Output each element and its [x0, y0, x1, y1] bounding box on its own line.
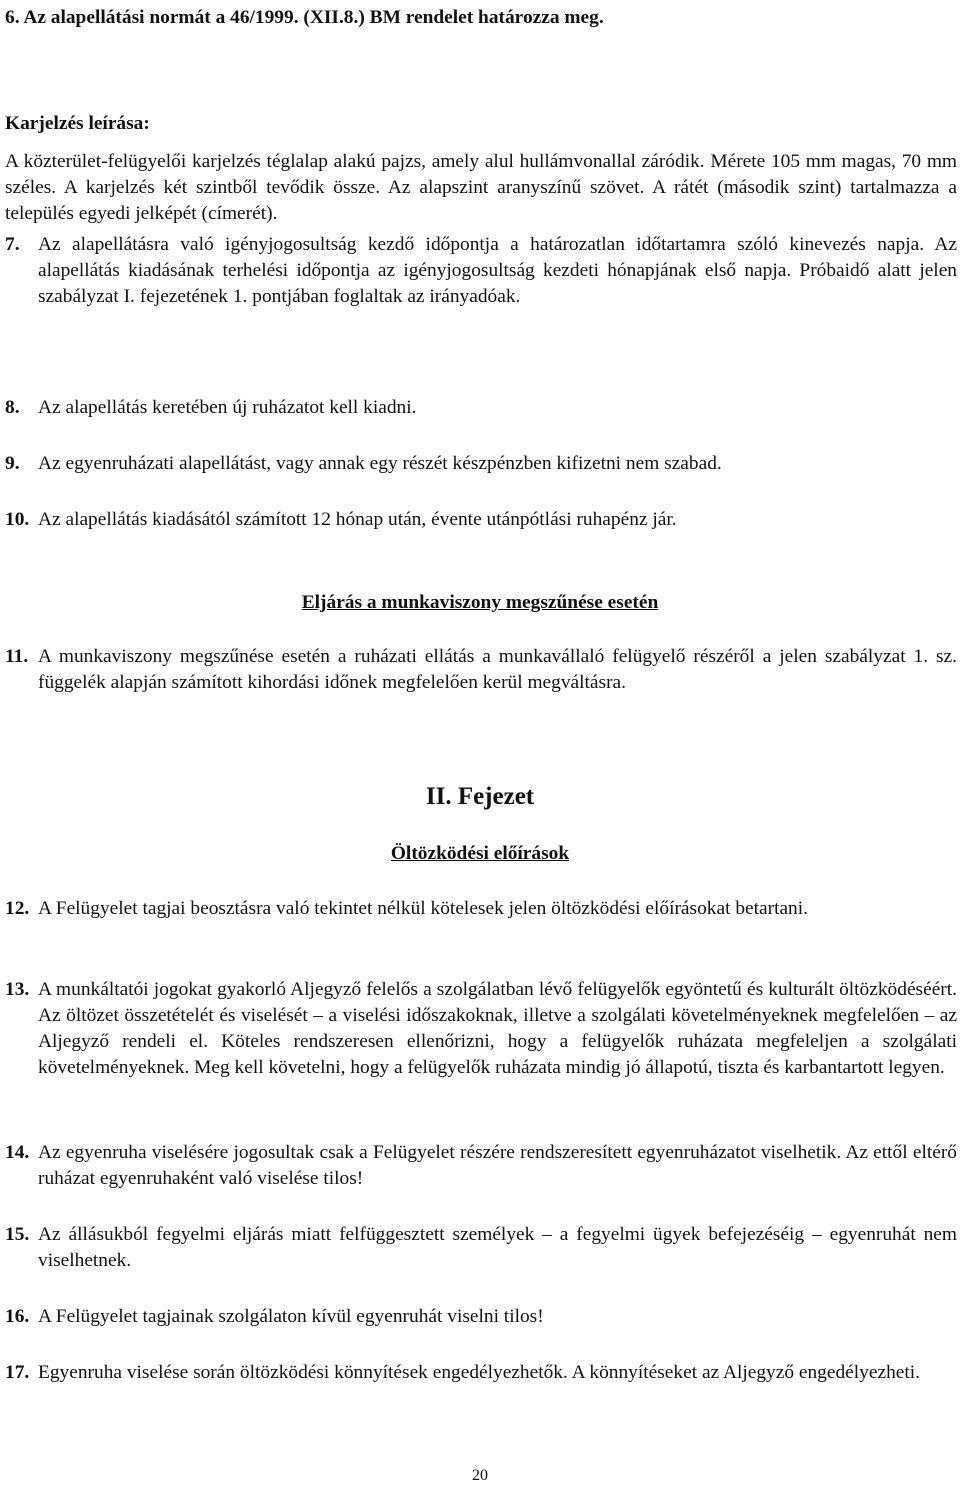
chapter-title: II. Fejezet	[425, 783, 535, 810]
item-12	[5, 896, 957, 922]
item-text: A Felügyelet tagjainak szolgálaton kívül egyenruhát viselni tilos!	[38, 1306, 544, 1327]
section-heading-termination: Eljárás a munkaviszony megszűnése esetén	[301, 592, 659, 613]
chapter-subtitle: Öltözködési előírások	[390, 843, 570, 864]
item-number: 15.	[5, 1224, 30, 1245]
badge-heading: Karjelzés leírása:	[5, 113, 150, 134]
item-text: Az egyenruha viselésére jogosultak csak a Felügyelet részére rendszeresített egyenruházatot viselhetik. Az ettől eltérő ruházat egyenruhaként való viselése tilos!	[38, 1142, 957, 1189]
item-number: 12.	[5, 898, 30, 919]
item-10	[5, 507, 957, 533]
item-14	[5, 1140, 957, 1192]
item-text: Az alapellátás keretében új ruházatot kell kiadni.	[38, 397, 417, 418]
item-7	[5, 232, 957, 310]
item-text: A munkáltatói jogokat gyakorló Aljegyző felelős a szolgálatban lévő felügyelők egyöntetű és kulturált öltözködéséért. Az öltözet összetételét és viselését – a viselési időszakoknak, illetve a szolgálati követelményeknek megfelelően – az Aljegyző rendeli el. Köteles rendszeresen ellenőrizni, hogy a felügyelők ruházata megfeleljen a szolgálati követelményeknek. Meg kell követelni, hogy a felügyelők ruházata mindig jó állapotú, tiszta és karbantartott legyen.	[38, 979, 957, 1078]
item-15	[5, 1222, 957, 1274]
item-11	[5, 644, 957, 696]
item-number: 17.	[5, 1362, 30, 1383]
item-16	[5, 1304, 957, 1330]
item-text: A Felügyelet tagjai beosztásra való tekintet nélkül kötelesek jelen öltözködési előírásokat betartani.	[38, 898, 808, 919]
item-13	[5, 977, 957, 1081]
item-number: 16.	[5, 1306, 30, 1327]
item-text: Az alapellátás kiadásától számított 12 hónap után, évente utánpótlási ruhapénz jár.	[38, 509, 677, 530]
item-8	[5, 395, 957, 421]
item-number: 10.	[5, 509, 30, 530]
badge-description: A közterület-felügyelői karjelzés téglalap alakú pajzs, amely alul hullámvonallal záródik. Mérete 105 mm magas, 70 mm széles. A karjelzés két szintből tevődik össze. Az alapszint aranyszínű szövet. A rátét (második szint) tartalmazza a település egyedi jelképét (címerét).	[5, 151, 957, 224]
item-text: Az állásukból fegyelmi eljárás miatt felfüggesztett személyek – a fegyelmi ügyek befejezéséig – egyenruhát nem viselhetnek.	[38, 1224, 957, 1271]
item-text: Az egyenruházati alapellátást, vagy annak egy részét készpénzben kifizetni nem szabad.	[38, 453, 722, 474]
item-number: 9.	[5, 453, 20, 474]
item-text: Az alapellátásra való igényjogosultság kezdő időpontja a határozatlan időtartamra szóló kinevezés napja. Az alapellátás kiadásának terhelési időpontja az igényjogosultság kezdeti hónapjának első napja. Próbaidő alatt jelen szabályzat I. fejezetének 1. pontjában foglaltak az irányadóak.	[38, 234, 957, 307]
item-number: 14.	[5, 1142, 30, 1163]
item-number: 11.	[5, 646, 29, 667]
item-number: 13.	[5, 979, 30, 1000]
item-6: 6. Az alapellátási normát a 46/1999. (XII.8.) BM rendelet határozza meg.	[5, 7, 604, 28]
item-17	[5, 1360, 957, 1386]
item-number: 8.	[5, 397, 20, 418]
item-number: 7.	[5, 234, 20, 255]
item-text: Egyenruha viselése során öltözködési könnyítések engedélyezhetők. A könnyítéseket az Aljegyző engedélyezheti.	[38, 1362, 920, 1383]
item-9	[5, 451, 957, 477]
item-text: A munkaviszony megszűnése esetén a ruházati ellátás a munkavállaló felügyelő részéről a jelen szabályzat 1. sz. függelék alapján számított kihordási időnek megfelelően kerül megváltásra.	[38, 646, 957, 693]
page-number: 20	[472, 1467, 488, 1484]
